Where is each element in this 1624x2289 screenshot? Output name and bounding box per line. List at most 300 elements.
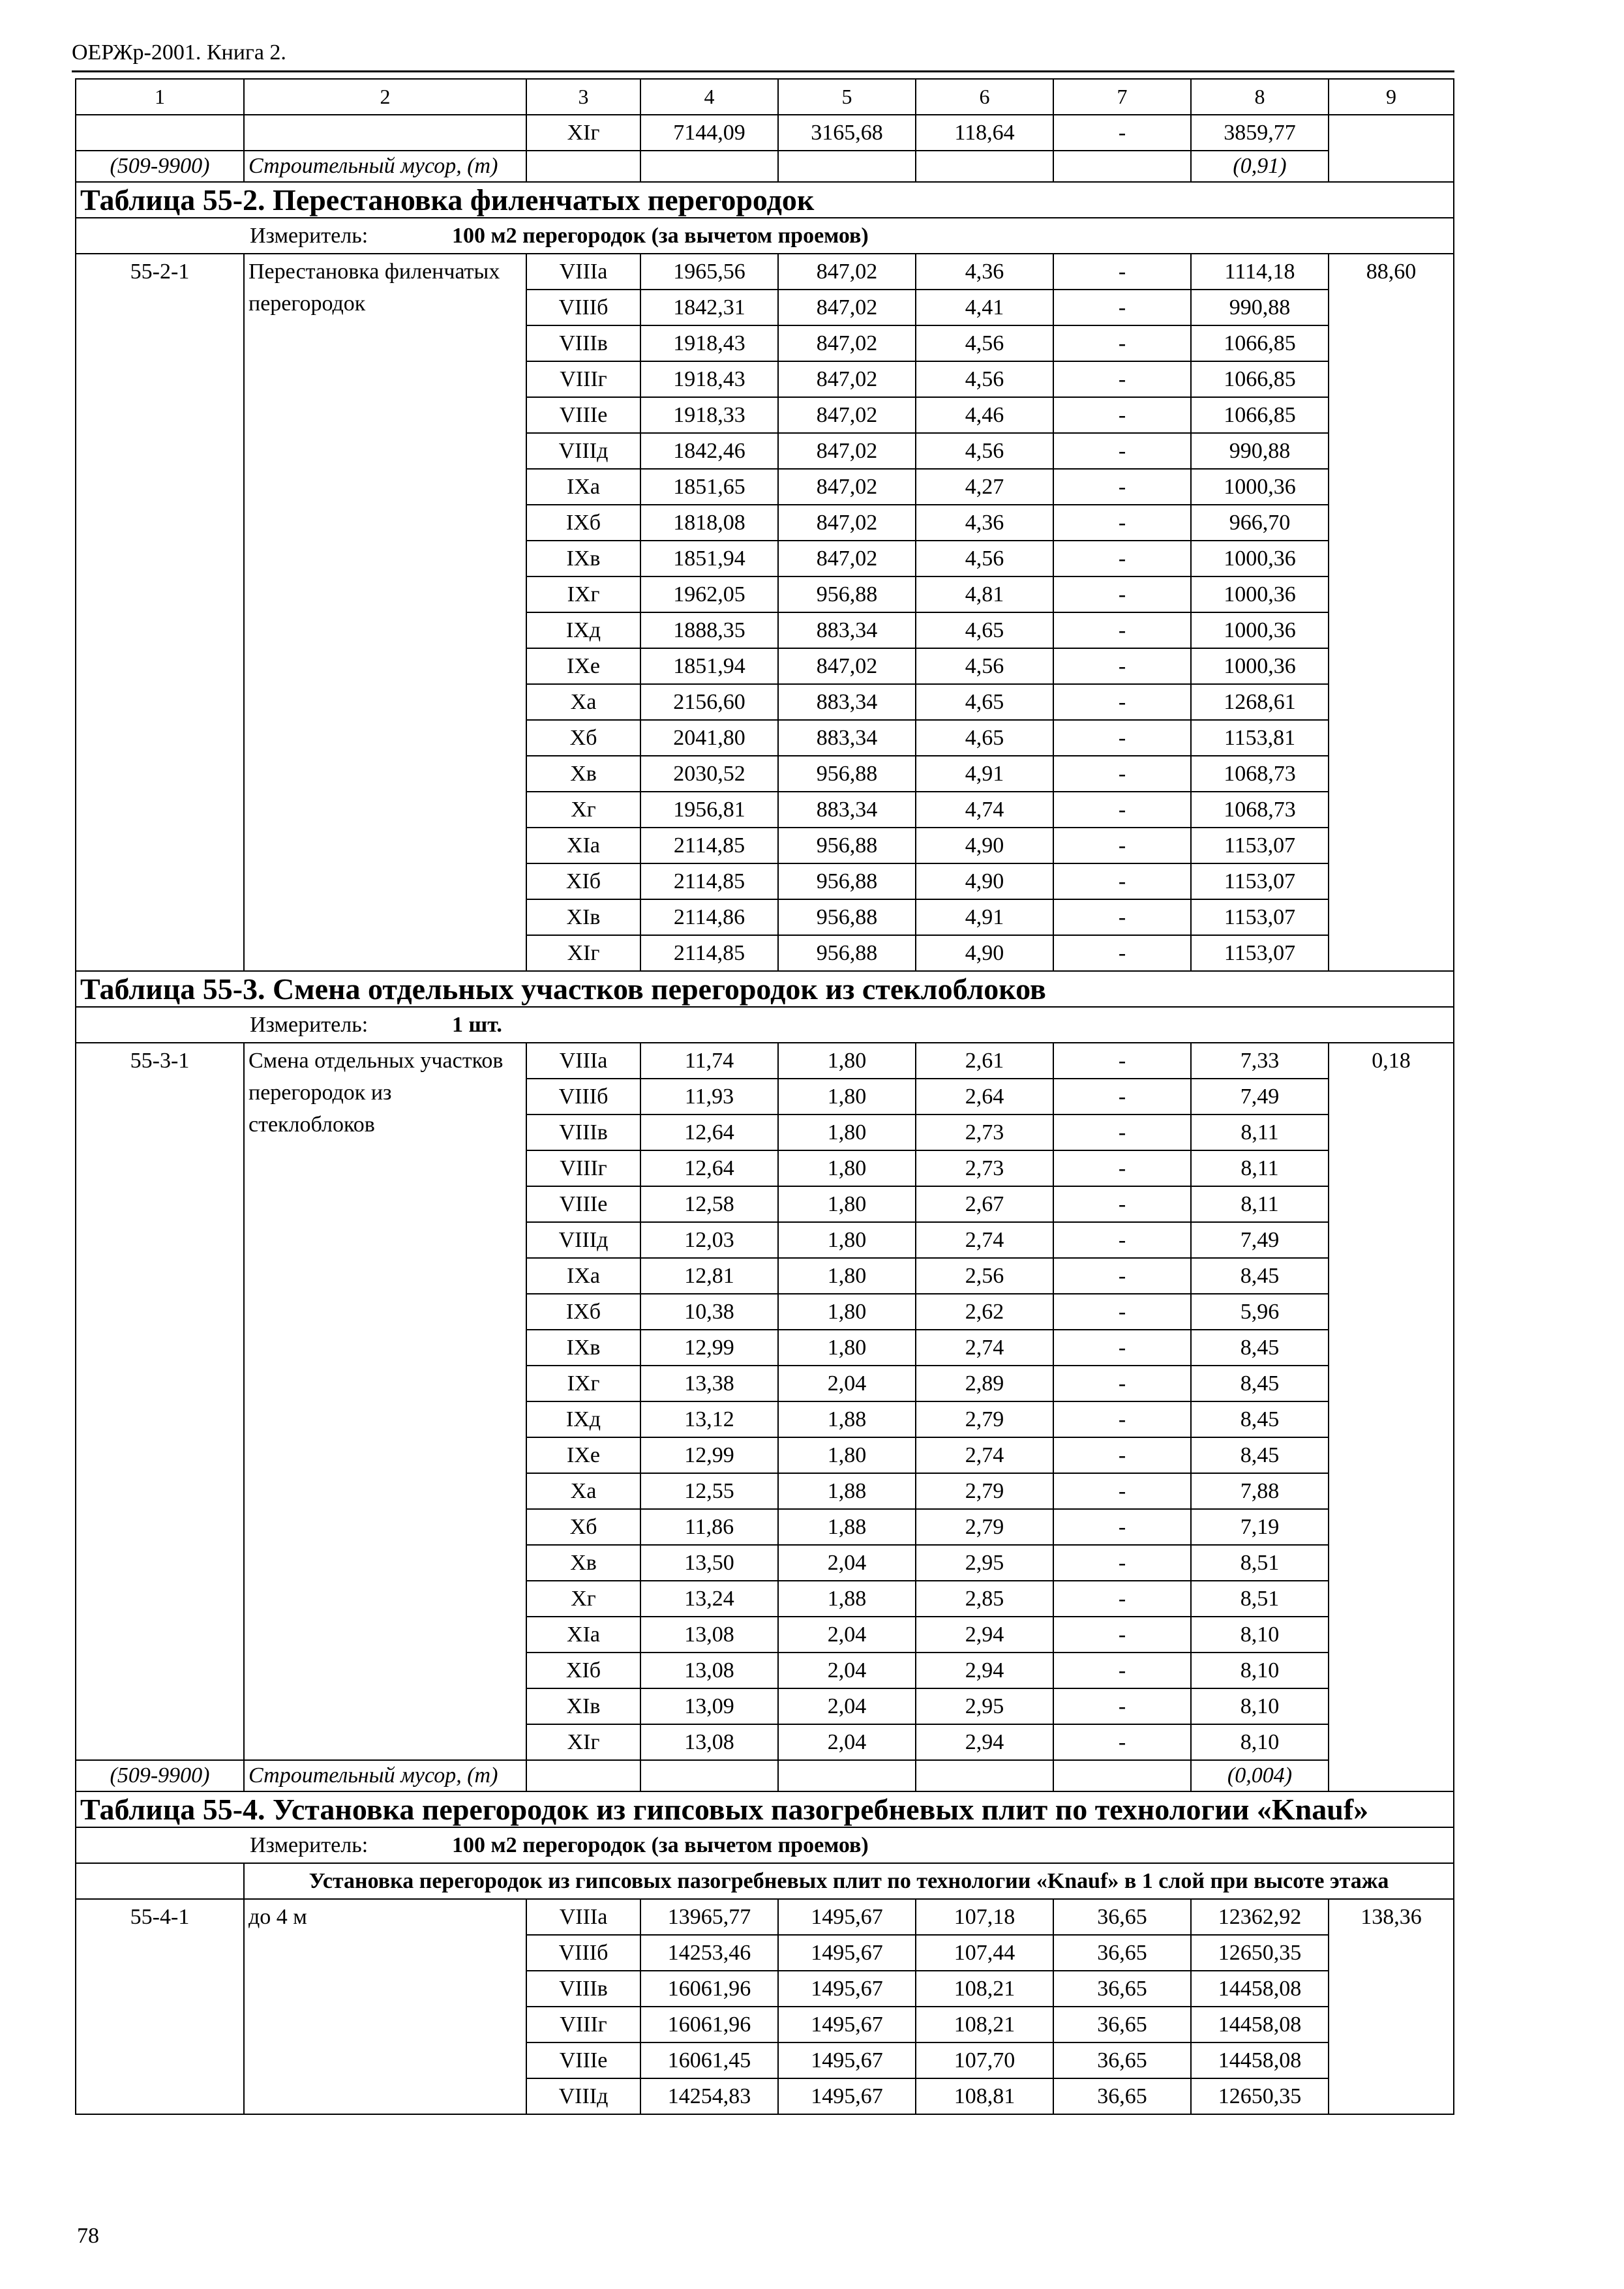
driver-wages: -: [1053, 469, 1191, 505]
direct-cost: 12,81: [640, 1258, 778, 1294]
materials-cost: 8,11: [1191, 1150, 1329, 1186]
resource-class: XIб: [526, 1653, 640, 1688]
materials-cost: 1153,07: [1191, 828, 1329, 863]
table-row: [76, 1899, 1454, 1935]
machine-cost: 4,56: [916, 541, 1053, 576]
resource-class: IXд: [526, 612, 640, 648]
resource-class: XIг: [526, 1724, 640, 1760]
materials-cost: 1068,73: [1191, 792, 1329, 828]
wages: 2,04: [778, 1545, 916, 1581]
resource-class: VIIIд: [526, 433, 640, 469]
machine-cost: 2,94: [916, 1724, 1053, 1760]
direct-cost: 12,58: [640, 1186, 778, 1222]
machine-cost: 4,65: [916, 684, 1053, 720]
resource-class: IXв: [526, 541, 640, 576]
driver-wages: -: [1053, 1079, 1191, 1115]
materials-cost: 14458,08: [1191, 2007, 1329, 2042]
wages: 1,80: [778, 1437, 916, 1473]
machine-cost: 2,89: [916, 1366, 1053, 1401]
direct-cost: 11,74: [640, 1043, 778, 1079]
resource-class: XIа: [526, 1617, 640, 1653]
direct-cost: 16061,45: [640, 2042, 778, 2078]
driver-wages: -: [1053, 899, 1191, 935]
resource-class: Xа: [526, 684, 640, 720]
direct-cost: 2114,85: [640, 863, 778, 899]
column-number: 3: [526, 79, 640, 115]
resource-class: VIIIд: [526, 2078, 640, 2114]
column-number: 7: [1053, 79, 1191, 115]
machine-cost: 2,79: [916, 1473, 1053, 1509]
machine-cost: 118,64: [916, 115, 1053, 151]
debris-value: (0,004): [1191, 1760, 1329, 1791]
machine-cost: 2,67: [916, 1186, 1053, 1222]
direct-cost: 16061,96: [640, 1971, 778, 2007]
wages: 2,04: [778, 1724, 916, 1760]
resource-class: VIIIв: [526, 1971, 640, 2007]
direct-cost: 2114,85: [640, 828, 778, 863]
driver-wages: -: [1053, 1473, 1191, 1509]
cell-blank: [526, 1760, 640, 1791]
materials-cost: 8,45: [1191, 1258, 1329, 1294]
resource-class: XIг: [526, 935, 640, 971]
wages: 847,02: [778, 433, 916, 469]
machine-cost: 4,81: [916, 576, 1053, 612]
measure-value: 100 м2 перегородок (за вычетом проемов): [452, 224, 869, 248]
wages: 1,80: [778, 1115, 916, 1150]
resource-class: XIв: [526, 1688, 640, 1724]
debris-code: (509-9900): [76, 151, 244, 182]
machine-cost: 2,95: [916, 1688, 1053, 1724]
direct-cost: 14254,83: [640, 2078, 778, 2114]
machine-cost: 4,65: [916, 720, 1053, 756]
materials-cost: 1153,07: [1191, 935, 1329, 971]
direct-cost: 13,09: [640, 1688, 778, 1724]
debris-value: (0,91): [1191, 151, 1329, 182]
machine-cost: 2,56: [916, 1258, 1053, 1294]
table-row: [76, 1043, 1454, 1079]
machine-cost: 4,90: [916, 828, 1053, 863]
materials-cost: 1068,73: [1191, 756, 1329, 792]
machine-cost: 4,56: [916, 433, 1053, 469]
driver-wages: -: [1053, 1366, 1191, 1401]
direct-cost: 1956,81: [640, 792, 778, 828]
machine-cost: 2,94: [916, 1617, 1053, 1653]
materials-cost: 1000,36: [1191, 469, 1329, 505]
materials-cost: 12650,35: [1191, 2078, 1329, 2114]
cell-blank: [916, 151, 1053, 182]
driver-wages: 36,65: [1053, 1899, 1191, 1935]
driver-wages: -: [1053, 935, 1191, 971]
machine-cost: 4,90: [916, 863, 1053, 899]
materials-cost: 8,51: [1191, 1545, 1329, 1581]
direct-cost: 13,08: [640, 1653, 778, 1688]
wages: 847,02: [778, 361, 916, 397]
driver-wages: -: [1053, 648, 1191, 684]
column-number: 4: [640, 79, 778, 115]
resource-class: XIв: [526, 899, 640, 935]
materials-cost: 1066,85: [1191, 361, 1329, 397]
wages: 1495,67: [778, 2078, 916, 2114]
cell-blank: [76, 115, 244, 151]
driver-wages: 36,65: [1053, 1971, 1191, 2007]
table-row: [76, 254, 1454, 290]
resource-class: VIIIе: [526, 397, 640, 433]
measure-cell: [76, 218, 1454, 254]
direct-cost: 2030,52: [640, 756, 778, 792]
resource-class: Xг: [526, 1581, 640, 1617]
machine-cost: 2,79: [916, 1509, 1053, 1545]
work-name: Перестановка филенчатых перегородок: [244, 254, 526, 971]
machine-cost: 2,74: [916, 1437, 1053, 1473]
wages: 1,80: [778, 1186, 916, 1222]
cell-blank: [778, 151, 916, 182]
direct-cost: 1918,43: [640, 325, 778, 361]
machine-cost: 4,74: [916, 792, 1053, 828]
measure-label: Измеритель:: [250, 224, 368, 248]
driver-wages: -: [1053, 684, 1191, 720]
resource-class: XIа: [526, 828, 640, 863]
machine-cost: 2,94: [916, 1653, 1053, 1688]
resource-class: Xа: [526, 1473, 640, 1509]
driver-wages: -: [1053, 612, 1191, 648]
resource-class: VIIIд: [526, 1222, 640, 1258]
materials-cost: 1066,85: [1191, 397, 1329, 433]
cell-blank: [916, 1760, 1053, 1791]
wages: 956,88: [778, 576, 916, 612]
direct-cost: 13,08: [640, 1617, 778, 1653]
debris-row: [76, 1760, 1454, 1791]
driver-wages: -: [1053, 290, 1191, 325]
machine-cost: 108,21: [916, 2007, 1053, 2042]
resource-class: VIIIе: [526, 1186, 640, 1222]
column-number: 5: [778, 79, 916, 115]
measure-cell: [76, 1827, 1454, 1863]
driver-wages: -: [1053, 1617, 1191, 1653]
resource-class: IXе: [526, 1437, 640, 1473]
wages: 1495,67: [778, 1971, 916, 2007]
debris-code: (509-9900): [76, 1760, 244, 1791]
measure-value: 100 м2 перегородок (за вычетом проемов): [452, 1833, 869, 1857]
driver-wages: 36,65: [1053, 2007, 1191, 2042]
debris-row: [76, 151, 1454, 182]
resource-class: IXв: [526, 1330, 640, 1366]
direct-cost: 11,93: [640, 1079, 778, 1115]
direct-cost: 14253,46: [640, 1935, 778, 1971]
rate-code: 55-2-1: [76, 254, 244, 971]
driver-wages: -: [1053, 1258, 1191, 1294]
machine-cost: 2,73: [916, 1115, 1053, 1150]
wages: 1,80: [778, 1330, 916, 1366]
cell-blank: [526, 151, 640, 182]
resource-class: IXе: [526, 648, 640, 684]
machine-cost: 2,79: [916, 1401, 1053, 1437]
wages: 2,04: [778, 1653, 916, 1688]
wages: 847,02: [778, 325, 916, 361]
driver-wages: -: [1053, 1401, 1191, 1437]
labor-cost: 138,36: [1329, 1899, 1454, 2114]
machine-cost: 4,41: [916, 290, 1053, 325]
driver-wages: -: [1053, 756, 1191, 792]
wages: 847,02: [778, 505, 916, 541]
resource-class: Xб: [526, 1509, 640, 1545]
resource-class: VIIIг: [526, 1150, 640, 1186]
driver-wages: -: [1053, 1724, 1191, 1760]
materials-cost: 1000,36: [1191, 576, 1329, 612]
direct-cost: 12,55: [640, 1473, 778, 1509]
direct-cost: 13,24: [640, 1581, 778, 1617]
wages: 956,88: [778, 828, 916, 863]
wages: 1,80: [778, 1222, 916, 1258]
section-title-row: [76, 182, 1454, 218]
rate-code: 55-3-1: [76, 1043, 244, 1760]
driver-wages: -: [1053, 1653, 1191, 1688]
table-title: Таблица 55-4. Установка перегородок из гипсовых пазогребневых плит по технологии «Knauf»: [76, 1791, 1454, 1827]
machine-cost: 2,74: [916, 1222, 1053, 1258]
materials-cost: 12362,92: [1191, 1899, 1329, 1935]
driver-wages: -: [1053, 720, 1191, 756]
measure-value: 1 шт.: [452, 1013, 502, 1037]
direct-cost: 1965,56: [640, 254, 778, 290]
direct-cost: 12,64: [640, 1115, 778, 1150]
wages: 2,04: [778, 1688, 916, 1724]
resource-class: Xв: [526, 756, 640, 792]
resource-class: IXа: [526, 469, 640, 505]
direct-cost: 1962,05: [640, 576, 778, 612]
resource-class: Xб: [526, 720, 640, 756]
materials-cost: 1066,85: [1191, 325, 1329, 361]
labor-cost: 0,18: [1329, 1043, 1454, 1791]
machine-cost: 2,73: [916, 1150, 1053, 1186]
driver-wages: -: [1053, 1688, 1191, 1724]
driver-wages: -: [1053, 828, 1191, 863]
direct-cost: 13,12: [640, 1401, 778, 1437]
resource-class: IXд: [526, 1401, 640, 1437]
column-number: 8: [1191, 79, 1329, 115]
machine-cost: 2,85: [916, 1581, 1053, 1617]
measure-cell: [76, 1007, 1454, 1043]
column-number: 9: [1329, 79, 1454, 115]
wages: 847,02: [778, 541, 916, 576]
direct-cost: 12,99: [640, 1330, 778, 1366]
column-number-row: [76, 79, 1454, 115]
driver-wages: -: [1053, 1545, 1191, 1581]
materials-cost: 1153,81: [1191, 720, 1329, 756]
machine-cost: 2,64: [916, 1079, 1053, 1115]
cell-blank: [640, 1760, 778, 1791]
machine-cost: 4,56: [916, 325, 1053, 361]
wages: 883,34: [778, 612, 916, 648]
driver-wages: 36,65: [1053, 1935, 1191, 1971]
machine-cost: 2,74: [916, 1330, 1053, 1366]
resource-class: Xг: [526, 792, 640, 828]
materials-cost: 1000,36: [1191, 648, 1329, 684]
resource-class: Xв: [526, 1545, 640, 1581]
wages: 847,02: [778, 290, 916, 325]
section-title-row: [76, 971, 1454, 1007]
cell-blank: [244, 115, 526, 151]
wages: 1,88: [778, 1401, 916, 1437]
resource-class: VIIIг: [526, 2007, 640, 2042]
materials-cost: 966,70: [1191, 505, 1329, 541]
machine-cost: 4,36: [916, 254, 1053, 290]
materials-cost: 8,10: [1191, 1688, 1329, 1724]
rate-code: 55-4-1: [76, 1899, 244, 2114]
driver-wages: -: [1053, 325, 1191, 361]
wages: 1,80: [778, 1258, 916, 1294]
resource-class: XIг: [526, 115, 640, 151]
materials-cost: 14458,08: [1191, 2042, 1329, 2078]
wages: 956,88: [778, 899, 916, 935]
direct-cost: 11,86: [640, 1509, 778, 1545]
section-title-row: [76, 1791, 1454, 1827]
debris-name: Строительный мусор, (т): [244, 151, 526, 182]
wages: 1,80: [778, 1043, 916, 1079]
materials-cost: 3859,77: [1191, 115, 1329, 151]
cell-blank: [1329, 115, 1454, 182]
resource-class: IXа: [526, 1258, 640, 1294]
materials-cost: 8,45: [1191, 1401, 1329, 1437]
direct-cost: 13965,77: [640, 1899, 778, 1935]
driver-wages: -: [1053, 541, 1191, 576]
direct-cost: 1842,46: [640, 433, 778, 469]
wages: 1,80: [778, 1150, 916, 1186]
driver-wages: -: [1053, 115, 1191, 151]
machine-cost: 4,56: [916, 361, 1053, 397]
direct-cost: 2114,86: [640, 899, 778, 935]
materials-cost: 8,11: [1191, 1115, 1329, 1150]
materials-cost: 8,11: [1191, 1186, 1329, 1222]
wages: 1495,67: [778, 2007, 916, 2042]
debris-name: Строительный мусор, (т): [244, 1760, 526, 1791]
resource-class: XIб: [526, 863, 640, 899]
materials-cost: 12650,35: [1191, 1935, 1329, 1971]
driver-wages: -: [1053, 863, 1191, 899]
materials-cost: 990,88: [1191, 290, 1329, 325]
cell-blank: [640, 151, 778, 182]
direct-cost: 2041,80: [640, 720, 778, 756]
resource-class: VIIIа: [526, 254, 640, 290]
wages: 847,02: [778, 648, 916, 684]
wages: 883,34: [778, 792, 916, 828]
subheading-row: [76, 1863, 1454, 1899]
wages: 847,02: [778, 469, 916, 505]
direct-cost: 1818,08: [640, 505, 778, 541]
materials-cost: 8,45: [1191, 1437, 1329, 1473]
resource-class: VIIIа: [526, 1043, 640, 1079]
column-number: 1: [76, 79, 244, 115]
resource-class: IXб: [526, 1294, 640, 1330]
driver-wages: -: [1053, 1437, 1191, 1473]
machine-cost: 107,44: [916, 1935, 1053, 1971]
driver-wages: -: [1053, 361, 1191, 397]
resource-class: VIIIб: [526, 1079, 640, 1115]
direct-cost: 12,99: [640, 1437, 778, 1473]
wages: 3165,68: [778, 115, 916, 151]
materials-cost: 1153,07: [1191, 863, 1329, 899]
machine-cost: 4,90: [916, 935, 1053, 971]
resource-class: VIIIб: [526, 290, 640, 325]
resource-class: IXб: [526, 505, 640, 541]
resource-class: VIIIв: [526, 1115, 640, 1150]
table-row: [76, 115, 1454, 151]
materials-cost: 1000,36: [1191, 541, 1329, 576]
direct-cost: 1918,33: [640, 397, 778, 433]
work-name: Смена отдельных участков перегородок из стеклоблоков: [244, 1043, 526, 1760]
driver-wages: -: [1053, 1581, 1191, 1617]
driver-wages: -: [1053, 1509, 1191, 1545]
direct-cost: 7144,09: [640, 115, 778, 151]
rates-table: [75, 78, 1454, 2115]
driver-wages: -: [1053, 792, 1191, 828]
machine-cost: 4,91: [916, 899, 1053, 935]
wages: 2,04: [778, 1366, 916, 1401]
wages: 956,88: [778, 863, 916, 899]
direct-cost: 13,38: [640, 1366, 778, 1401]
driver-wages: -: [1053, 1186, 1191, 1222]
subheading: Установка перегородок из гипсовых пазогребневых плит по технологии «Knauf» в 1 слой при высоте этажа: [244, 1863, 1454, 1899]
direct-cost: 13,50: [640, 1545, 778, 1581]
materials-cost: 8,10: [1191, 1617, 1329, 1653]
cell-blank: [778, 1760, 916, 1791]
materials-cost: 8,10: [1191, 1653, 1329, 1688]
wages: 1495,67: [778, 1899, 916, 1935]
machine-cost: 2,95: [916, 1545, 1053, 1581]
wages: 1495,67: [778, 2042, 916, 2078]
driver-wages: -: [1053, 433, 1191, 469]
machine-cost: 4,36: [916, 505, 1053, 541]
materials-cost: 14458,08: [1191, 1971, 1329, 2007]
work-name: до 4 м: [244, 1899, 526, 2114]
measure-label: Измеритель:: [250, 1013, 368, 1037]
header-rule: [72, 70, 1454, 72]
driver-wages: 36,65: [1053, 2042, 1191, 2078]
driver-wages: -: [1053, 254, 1191, 290]
measure-row: [76, 1007, 1454, 1043]
wages: 883,34: [778, 684, 916, 720]
machine-cost: 108,21: [916, 1971, 1053, 2007]
resource-class: VIIIб: [526, 1935, 640, 1971]
wages: 1,88: [778, 1509, 916, 1545]
materials-cost: 7,88: [1191, 1473, 1329, 1509]
direct-cost: 12,03: [640, 1222, 778, 1258]
materials-cost: 7,19: [1191, 1509, 1329, 1545]
resource-class: VIIIв: [526, 325, 640, 361]
labor-cost: 88,60: [1329, 254, 1454, 971]
direct-cost: 16061,96: [640, 2007, 778, 2042]
materials-cost: 8,51: [1191, 1581, 1329, 1617]
page-number: 78: [77, 2224, 99, 2248]
driver-wages: -: [1053, 1043, 1191, 1079]
direct-cost: 13,08: [640, 1724, 778, 1760]
direct-cost: 2114,85: [640, 935, 778, 971]
direct-cost: 1851,65: [640, 469, 778, 505]
wages: 1495,67: [778, 1935, 916, 1971]
measure-row: [76, 1827, 1454, 1863]
driver-wages: -: [1053, 505, 1191, 541]
machine-cost: 2,62: [916, 1294, 1053, 1330]
machine-cost: 4,91: [916, 756, 1053, 792]
wages: 1,88: [778, 1581, 916, 1617]
driver-wages: 36,65: [1053, 2078, 1191, 2114]
machine-cost: 4,46: [916, 397, 1053, 433]
machine-cost: 108,81: [916, 2078, 1053, 2114]
table-title: Таблица 55-3. Смена отдельных участков перегородок из стеклоблоков: [76, 971, 1454, 1007]
materials-cost: 8,10: [1191, 1724, 1329, 1760]
materials-cost: 990,88: [1191, 433, 1329, 469]
materials-cost: 8,45: [1191, 1330, 1329, 1366]
materials-cost: 5,96: [1191, 1294, 1329, 1330]
direct-cost: 1888,35: [640, 612, 778, 648]
